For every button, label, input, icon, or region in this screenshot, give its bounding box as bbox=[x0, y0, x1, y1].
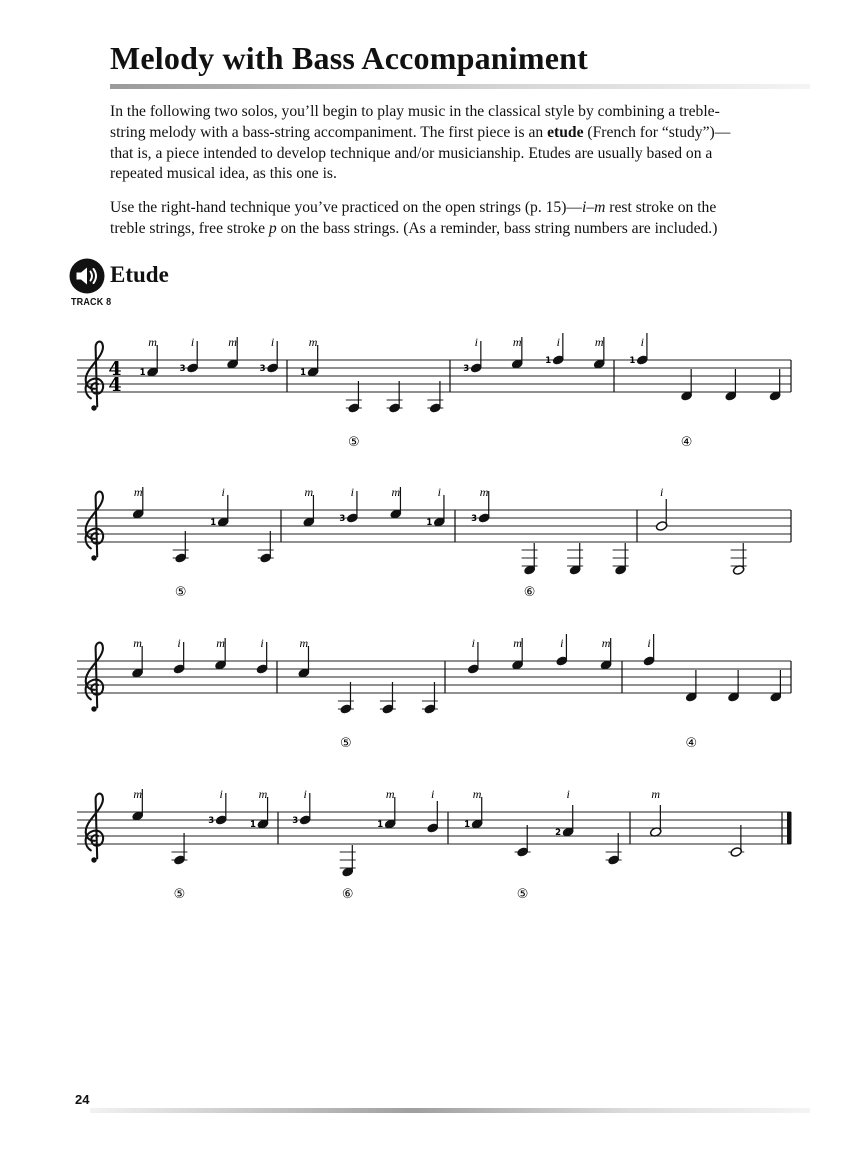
right-hand-finger: m bbox=[258, 787, 268, 801]
finger-number: 1 bbox=[629, 356, 636, 366]
right-hand-finger: m bbox=[299, 636, 309, 650]
right-hand-finger: m bbox=[391, 485, 401, 499]
finger-number: 3 bbox=[471, 514, 478, 524]
finger-number: 1 bbox=[426, 518, 433, 528]
string-number: ⑤ bbox=[340, 736, 352, 751]
page-title: Melody with Bass Accompaniment bbox=[110, 40, 588, 76]
right-hand-finger: m bbox=[133, 485, 143, 499]
right-hand-finger: i bbox=[350, 485, 355, 499]
right-hand-finger: i bbox=[474, 335, 478, 349]
finger-number: 1 bbox=[464, 820, 471, 830]
p-fingering: p bbox=[268, 219, 277, 237]
intro-text: In the following two solos, you’ll begin to play music in the classical style by combining a treble-string melody with a bass-string accompaniment. The first piece is an bbox=[110, 103, 720, 141]
right-hand-finger: m bbox=[601, 636, 611, 650]
right-hand-finger: i bbox=[560, 636, 564, 650]
right-hand-finger: i bbox=[260, 636, 264, 650]
finger-number: 1 bbox=[545, 356, 552, 366]
string-number: ⑤ bbox=[348, 435, 360, 450]
right-hand-finger: i bbox=[437, 485, 442, 499]
right-hand-finger: m bbox=[148, 335, 157, 349]
right-hand-finger: i bbox=[177, 636, 181, 650]
page-number: 24 bbox=[75, 1092, 90, 1107]
im-fingering: i–m bbox=[582, 199, 606, 216]
right-hand-finger: i bbox=[303, 787, 307, 801]
string-number: ⑤ bbox=[174, 585, 187, 600]
right-hand-finger: m bbox=[216, 636, 225, 650]
right-hand-finger: i bbox=[659, 485, 664, 499]
right-hand-finger: i bbox=[471, 636, 475, 650]
string-number: ④ bbox=[685, 736, 698, 751]
right-hand-finger: m bbox=[133, 636, 142, 650]
string-number: ⑥ bbox=[523, 585, 536, 600]
term-etude: etude bbox=[547, 123, 584, 141]
piece-title: Etude bbox=[110, 262, 169, 287]
finger-number: 3 bbox=[208, 816, 215, 826]
right-hand-finger: i bbox=[221, 485, 225, 499]
right-hand-finger: i bbox=[566, 787, 570, 801]
track-label: TRACK 8 bbox=[71, 297, 112, 308]
footer-rule bbox=[90, 1108, 810, 1113]
final-barline bbox=[787, 812, 792, 844]
right-hand-finger: m bbox=[472, 787, 482, 801]
finger-number: 3 bbox=[339, 514, 346, 524]
string-number: ④ bbox=[680, 435, 693, 450]
right-hand-finger: i bbox=[270, 335, 275, 349]
finger-number: 1 bbox=[377, 820, 384, 830]
finger-number: 3 bbox=[463, 364, 470, 374]
right-hand-finger: i bbox=[640, 335, 644, 349]
finger-number: 3 bbox=[292, 816, 299, 826]
string-number: ⑥ bbox=[341, 887, 354, 902]
right-hand-finger: m bbox=[479, 485, 489, 499]
right-hand-finger: m bbox=[228, 335, 237, 349]
finger-number: 3 bbox=[259, 364, 266, 374]
right-hand-finger: m bbox=[512, 335, 522, 349]
finger-number: 1 bbox=[210, 518, 217, 528]
finger-number: 1 bbox=[300, 368, 307, 378]
right-hand-finger: i bbox=[431, 787, 435, 801]
intro-text: rest stroke on the treble strings, free stroke bbox=[110, 199, 717, 237]
finger-number: 1 bbox=[250, 820, 256, 830]
right-hand-finger: m bbox=[651, 787, 661, 801]
right-hand-finger: i bbox=[556, 335, 560, 349]
right-hand-finger: m bbox=[513, 636, 522, 650]
time-signature-top: 4 bbox=[108, 358, 122, 380]
right-hand-finger: m bbox=[594, 335, 604, 349]
string-number: ⑤ bbox=[173, 887, 186, 902]
right-hand-finger: i bbox=[219, 787, 223, 801]
string-number: ⑤ bbox=[516, 887, 529, 902]
intro-text: Use the right-hand technique you’ve practiced on the open strings (p. 15)— bbox=[110, 199, 583, 216]
finger-number: 2 bbox=[555, 828, 562, 838]
right-hand-finger: i bbox=[647, 636, 651, 650]
intro-text: on the bass strings. (As a reminder, bass string numbers are included.) bbox=[276, 219, 718, 237]
right-hand-finger: m bbox=[385, 787, 395, 801]
finger-number: 3 bbox=[179, 364, 186, 374]
intro-text: (French for “study”)—that is, a piece intended to develop technique and/or musicianship. Etudes are usually based on a repeated musical idea, as this one is. bbox=[110, 123, 731, 183]
right-hand-finger: m bbox=[308, 335, 318, 349]
right-hand-finger: i bbox=[190, 335, 195, 349]
right-hand-finger: m bbox=[133, 787, 143, 801]
time-signature-bottom: 4 bbox=[108, 374, 122, 396]
right-hand-finger: m bbox=[304, 485, 314, 499]
finger-number: 1 bbox=[139, 368, 146, 378]
